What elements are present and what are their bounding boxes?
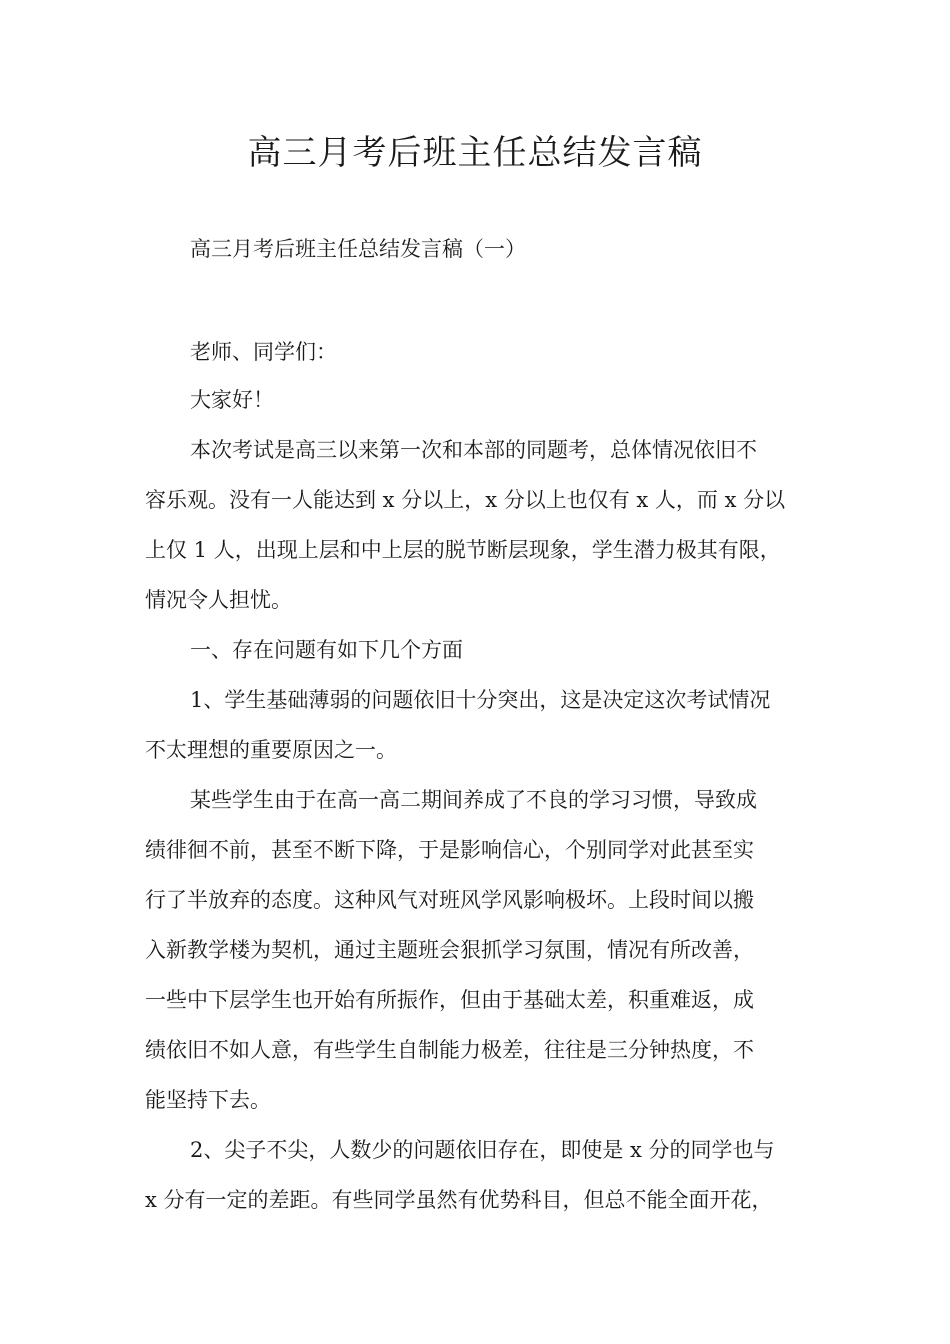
section-heading: 一、存在问题有如下几个方面 [190, 638, 463, 662]
paragraph-line: 上仅 1 人，出现上层和中上层的脱节断层现象，学生潜力极其有限， [145, 538, 781, 562]
paragraph-line: 能坚持下去。 [145, 1088, 271, 1112]
paragraph-line: 某些学生由于在高一高二期间养成了不良的学习习惯，导致成 [190, 788, 757, 812]
paragraph-line: 绩徘徊不前，甚至不断下降，于是影响信心，个别同学对此甚至实 [145, 838, 754, 862]
paragraph-line: 行了半放弃的态度。这种风气对班风学风影响极坏。上段时间以搬 [145, 888, 754, 912]
paragraph-line: 本次考试是高三以来第一次和本部的同题考，总体情况依旧不 [190, 438, 757, 462]
paragraph-line: 绩依旧不如人意，有些学生自制能力极差，往往是三分钟热度，不 [145, 1038, 754, 1062]
greeting: 大家好！ [190, 388, 274, 412]
paragraph-line: 容乐观。没有一人能达到 x 分以上，x 分以上也仅有 x 人，而 x 分以 [145, 488, 786, 512]
paragraph-line: x 分有一定的差距。有些同学虽然有优势科目，但总不能全面开花， [145, 1188, 773, 1212]
paragraph-line: 入新教学楼为契机，通过主题班会狠抓学习氛围，情况有所改善， [145, 938, 754, 962]
document-title: 高三月考后班主任总结发言稿 [247, 133, 703, 173]
salutation: 老师、同学们： [190, 340, 337, 364]
paragraph-line: 情况令人担忧。 [145, 588, 292, 612]
paragraph-line: 1、学生基础薄弱的问题依旧十分突出，这是决定这次考试情况 [190, 688, 771, 712]
paragraph-line: 不太理想的重要原因之一。 [145, 738, 397, 762]
paragraph-line: 2、尖子不尖，人数少的问题依旧存在，即使是 x 分的同学也与 [190, 1138, 775, 1162]
paragraph-line: 一些中下层学生也开始有所振作，但由于基础太差，积重难返，成 [145, 988, 754, 1012]
document-subtitle: 高三月考后班主任总结发言稿（一） [190, 237, 526, 261]
